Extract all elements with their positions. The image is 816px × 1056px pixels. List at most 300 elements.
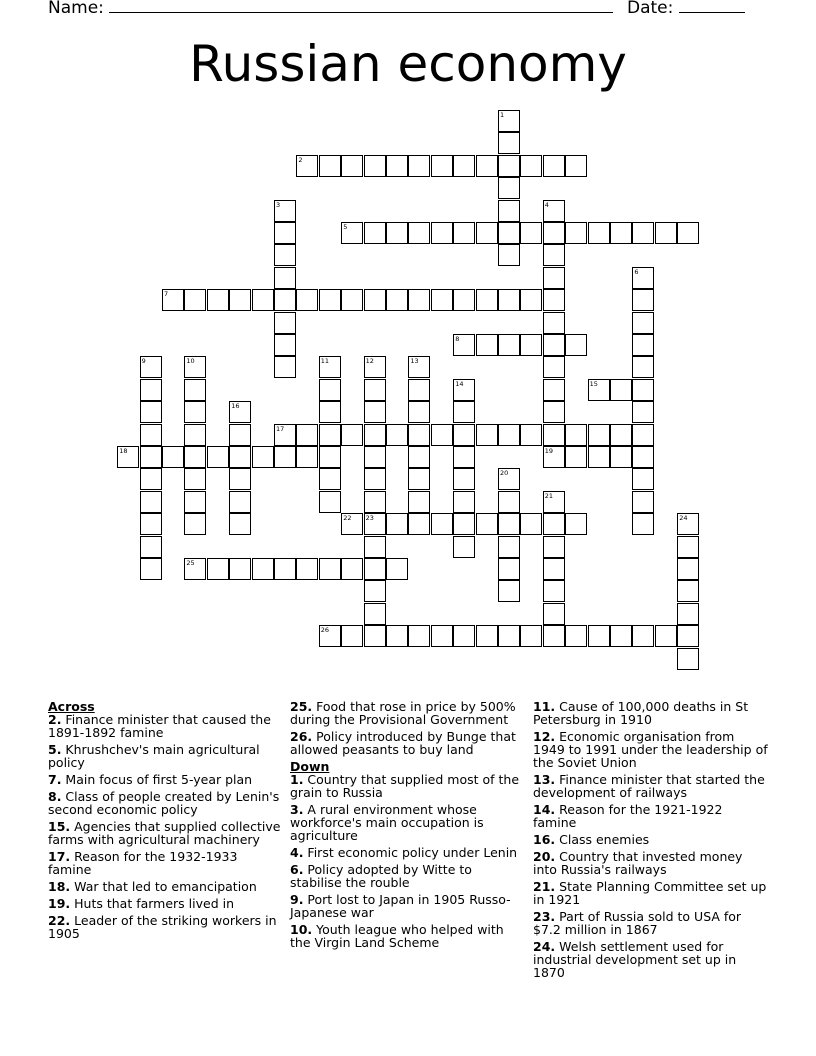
grid-cell[interactable] [498, 222, 520, 244]
grid-cell[interactable] [140, 536, 162, 558]
grid-cell[interactable] [453, 424, 475, 446]
grid-cell[interactable] [364, 603, 386, 625]
grid-cell[interactable] [543, 267, 565, 289]
grid-cell[interactable] [408, 379, 430, 401]
grid-cell[interactable] [319, 424, 341, 446]
grid-cell[interactable] [408, 513, 430, 535]
grid-cell[interactable] [632, 401, 654, 423]
grid-cell[interactable] [543, 401, 565, 423]
grid-cell[interactable] [677, 580, 699, 602]
grid-cell[interactable] [632, 446, 654, 468]
grid-cell[interactable] [476, 155, 498, 177]
clue-text: Class enemies [555, 832, 650, 847]
grid-cell[interactable] [252, 446, 274, 468]
grid-cell[interactable] [364, 491, 386, 513]
grid-cell[interactable] [162, 289, 184, 311]
clue-number: 3 [276, 200, 281, 209]
grid-cell[interactable] [296, 446, 318, 468]
grid-cell[interactable] [543, 491, 565, 513]
grid-cell[interactable] [632, 491, 654, 513]
grid-cell[interactable] [408, 155, 430, 177]
clue-item [48, 850, 284, 876]
grid-cell[interactable] [364, 356, 386, 378]
grid-cell[interactable] [632, 356, 654, 378]
grid-cell[interactable] [453, 334, 475, 356]
grid-cell[interactable] [140, 446, 162, 468]
grid-cell[interactable] [453, 222, 475, 244]
clue-number: 10 [186, 357, 195, 366]
clue-text: Khrushchev's main agricultural policy [48, 742, 260, 770]
grid-cell[interactable] [274, 244, 296, 266]
grid-cell[interactable] [229, 558, 251, 580]
grid-cell[interactable] [453, 155, 475, 177]
grid-cell[interactable] [453, 446, 475, 468]
grid-cell[interactable] [588, 379, 610, 401]
grid-cell[interactable] [207, 446, 229, 468]
grid-cell[interactable] [117, 446, 139, 468]
grid-cell[interactable] [184, 491, 206, 513]
grid-cell[interactable] [408, 289, 430, 311]
clue-number: 16 [231, 402, 240, 411]
grid-cell[interactable] [476, 625, 498, 647]
clue-text: Main focus of first 5-year plan [61, 772, 253, 787]
grid-cell[interactable] [364, 424, 386, 446]
grid-cell[interactable] [408, 356, 430, 378]
grid-cell[interactable] [498, 110, 520, 132]
grid-cell[interactable] [229, 401, 251, 423]
grid-cell[interactable] [207, 558, 229, 580]
grid-cell[interactable] [453, 491, 475, 513]
grid-cell[interactable] [565, 446, 587, 468]
clue-item [533, 773, 769, 799]
grid-cell[interactable] [498, 177, 520, 199]
grid-cell[interactable] [386, 558, 408, 580]
grid-cell[interactable] [184, 424, 206, 446]
clue-item [48, 713, 284, 739]
grid-cell[interactable] [632, 379, 654, 401]
grid-cell[interactable] [319, 625, 341, 647]
grid-cell[interactable] [632, 334, 654, 356]
clue-number: 20 [500, 469, 509, 478]
grid-cell[interactable] [498, 289, 520, 311]
grid-cell[interactable] [543, 379, 565, 401]
grid-cell[interactable] [677, 648, 699, 670]
clue-text: Class of people created by Lenin's second economic policy [48, 789, 280, 817]
grid-cell[interactable] [632, 424, 654, 446]
clue-num: 25. [290, 699, 313, 714]
grid-cell[interactable] [140, 513, 162, 535]
grid-cell[interactable] [543, 625, 565, 647]
grid-cell[interactable] [341, 558, 363, 580]
grid-cell[interactable] [184, 468, 206, 490]
grid-cell[interactable] [184, 401, 206, 423]
grid-cell[interactable] [520, 625, 542, 647]
grid-cell[interactable] [565, 625, 587, 647]
grid-cell[interactable] [364, 558, 386, 580]
clue-text: State Planning Committee set up in 1921 [533, 879, 767, 907]
grid-cell[interactable] [543, 603, 565, 625]
clue-column-3 [533, 700, 769, 983]
grid-cell[interactable] [386, 222, 408, 244]
grid-cell[interactable] [274, 424, 296, 446]
grid-cell[interactable] [476, 222, 498, 244]
grid-cell[interactable] [610, 379, 632, 401]
clue-num: 17. [48, 849, 71, 864]
clue-num: 18. [48, 879, 71, 894]
clue-number: 5 [343, 223, 348, 231]
grid-cell[interactable] [520, 334, 542, 356]
grid-cell[interactable] [386, 625, 408, 647]
grid-cell[interactable] [610, 424, 632, 446]
grid-cell[interactable] [543, 312, 565, 334]
clue-number: 24 [679, 514, 688, 523]
grid-cell[interactable] [677, 558, 699, 580]
grid-cell[interactable] [408, 625, 430, 647]
clue-item [290, 923, 526, 949]
clue-number: 18 [119, 447, 128, 455]
grid-cell[interactable] [274, 289, 296, 311]
grid-cell[interactable] [498, 132, 520, 154]
grid-cell[interactable] [565, 222, 587, 244]
clue-text: A rural environment whose workforce's main occupation is agriculture [290, 802, 484, 843]
grid-cell[interactable] [140, 424, 162, 446]
grid-cell[interactable] [543, 424, 565, 446]
grid-cell[interactable] [319, 491, 341, 513]
clue-num: 10. [290, 922, 313, 937]
grid-cell[interactable] [229, 424, 251, 446]
clue-number: 8 [455, 335, 460, 343]
grid-cell[interactable] [319, 155, 341, 177]
grid-cell[interactable] [386, 155, 408, 177]
grid-cell[interactable] [453, 468, 475, 490]
grid-cell[interactable] [319, 356, 341, 378]
clue-num: 19. [48, 896, 71, 911]
grid-cell[interactable] [364, 401, 386, 423]
clue-text: Leader of the striking workers in 1905 [48, 913, 277, 941]
clue-number: 13 [410, 357, 419, 366]
grid-cell[interactable] [431, 155, 453, 177]
clue-item [48, 773, 284, 786]
grid-cell[interactable] [632, 222, 654, 244]
grid-cell[interactable] [632, 468, 654, 490]
clue-text: Policy introduced by Bunge that allowed peasants to buy land [290, 729, 516, 757]
clue-number: 12 [365, 357, 374, 366]
grid-cell[interactable] [229, 513, 251, 535]
grid-cell[interactable] [408, 491, 430, 513]
grid-cell[interactable] [319, 379, 341, 401]
grid-cell[interactable] [229, 468, 251, 490]
clue-number: 26 [320, 626, 330, 635]
clue-num: 7. [48, 772, 62, 787]
clue-item [533, 880, 769, 906]
clue-num: 4. [290, 845, 304, 860]
grid-cell[interactable] [341, 424, 363, 446]
clue-text: Reason for the 1921-1922 famine [533, 802, 723, 830]
grid-cell[interactable] [274, 558, 296, 580]
clue-num: 21. [533, 879, 556, 894]
grid-cell[interactable] [364, 580, 386, 602]
grid-cell[interactable] [543, 155, 565, 177]
grid-cell[interactable] [588, 625, 610, 647]
clue-text: Finance minister that caused the 1891-1892 famine [48, 712, 271, 740]
grid-cell[interactable] [207, 289, 229, 311]
clue-num: 14. [533, 802, 556, 817]
grid-cell[interactable] [140, 491, 162, 513]
grid-cell[interactable] [408, 222, 430, 244]
grid-cell[interactable] [543, 580, 565, 602]
grid-cell[interactable] [655, 222, 677, 244]
grid-cell[interactable] [498, 468, 520, 490]
grid-cell[interactable] [453, 536, 475, 558]
grid-cell[interactable] [453, 513, 475, 535]
clue-item [290, 773, 526, 799]
grid-cell[interactable] [408, 401, 430, 423]
grid-cell[interactable] [431, 513, 453, 535]
grid-cell[interactable] [588, 222, 610, 244]
grid-cell[interactable] [520, 155, 542, 177]
grid-cell[interactable] [498, 558, 520, 580]
grid-cell[interactable] [274, 334, 296, 356]
grid-cell[interactable] [431, 222, 453, 244]
clue-item [533, 730, 769, 769]
grid-cell[interactable] [319, 401, 341, 423]
grid-cell[interactable] [140, 401, 162, 423]
grid-cell[interactable] [319, 558, 341, 580]
grid-cell[interactable] [498, 513, 520, 535]
grid-cell[interactable] [453, 625, 475, 647]
grid-cell[interactable] [140, 356, 162, 378]
grid-cell[interactable] [543, 513, 565, 535]
grid-cell[interactable] [632, 267, 654, 289]
grid-cell[interactable] [341, 222, 363, 244]
clue-number: 4 [544, 200, 549, 209]
grid-cell[interactable] [543, 200, 565, 222]
grid-cell[interactable] [364, 468, 386, 490]
clue-text: War that led to emancipation [70, 879, 257, 894]
clue-num: 20. [533, 849, 556, 864]
grid-cell[interactable] [140, 379, 162, 401]
grid-cell[interactable] [364, 222, 386, 244]
grid-cell[interactable] [319, 468, 341, 490]
grid-cell[interactable] [565, 513, 587, 535]
grid-cell[interactable] [274, 446, 296, 468]
grid-cell[interactable] [498, 424, 520, 446]
grid-cell[interactable] [364, 379, 386, 401]
clue-number: 6 [634, 267, 639, 276]
clue-text: Country that invested money into Russia's railways [533, 849, 743, 877]
grid-cell[interactable] [431, 625, 453, 647]
grid-cell[interactable] [677, 536, 699, 558]
clue-num: 9. [290, 892, 304, 907]
across-heading: Across [48, 699, 95, 714]
grid-cell[interactable] [476, 424, 498, 446]
clue-item [48, 790, 284, 816]
grid-cell[interactable] [588, 446, 610, 468]
clue-item [290, 893, 526, 919]
grid-cell[interactable] [498, 200, 520, 222]
grid-cell[interactable] [184, 513, 206, 535]
clue-column-1 [48, 700, 284, 944]
clue-number: 7 [164, 290, 169, 299]
clue-text: Part of Russia sold to USA for $7.2 million in 1867 [533, 909, 742, 937]
grid-cell[interactable] [252, 289, 274, 311]
clue-item [533, 700, 769, 726]
grid-cell[interactable] [274, 200, 296, 222]
clue-text: Port lost to Japan in 1905 Russo-Japanese war [290, 892, 511, 920]
grid-cell[interactable] [677, 603, 699, 625]
grid-cell[interactable] [386, 513, 408, 535]
grid-cell[interactable] [364, 536, 386, 558]
clue-item [48, 897, 284, 910]
grid-cell[interactable] [274, 267, 296, 289]
grid-cell[interactable] [543, 244, 565, 266]
grid-cell[interactable] [677, 222, 699, 244]
grid-cell[interactable] [296, 424, 318, 446]
clue-item [290, 700, 526, 726]
grid-cell[interactable] [498, 580, 520, 602]
grid-cell[interactable] [229, 289, 251, 311]
grid-cell[interactable] [341, 513, 363, 535]
clue-item [290, 730, 526, 756]
clue-column-2 [290, 700, 526, 953]
grid-cell[interactable] [296, 289, 318, 311]
grid-cell[interactable] [408, 446, 430, 468]
clue-text: Finance minister that started the development of railways [533, 772, 765, 800]
grid-cell[interactable] [364, 446, 386, 468]
clue-item [290, 846, 526, 859]
clue-item [290, 863, 526, 889]
clue-number: 9 [141, 357, 146, 366]
grid-cell[interactable] [543, 558, 565, 580]
grid-cell[interactable] [476, 513, 498, 535]
grid-cell[interactable] [610, 625, 632, 647]
grid-cell[interactable] [520, 513, 542, 535]
grid-cell[interactable] [162, 446, 184, 468]
grid-cell[interactable] [341, 289, 363, 311]
grid-cell[interactable] [364, 513, 386, 535]
grid-cell[interactable] [543, 446, 565, 468]
grid-cell[interactable] [498, 625, 520, 647]
clue-text: Agencies that supplied collective farms with agricultural machinery [48, 819, 281, 847]
grid-cell[interactable] [565, 334, 587, 356]
clue-num: 15. [48, 819, 71, 834]
grid-cell[interactable] [184, 558, 206, 580]
grid-cell[interactable] [341, 625, 363, 647]
clue-text: Country that supplied most of the grain to Russia [290, 772, 520, 800]
grid-cell[interactable] [386, 424, 408, 446]
clue-item [48, 880, 284, 893]
grid-cell[interactable] [386, 289, 408, 311]
clue-number: 14 [455, 379, 464, 388]
grid-cell[interactable] [453, 401, 475, 423]
grid-cell[interactable] [610, 446, 632, 468]
clue-number: 17 [276, 424, 285, 433]
clue-num: 22. [48, 913, 71, 928]
grid-cell[interactable] [632, 312, 654, 334]
grid-cell[interactable] [184, 356, 206, 378]
grid-cell[interactable] [431, 289, 453, 311]
down-heading: Down [290, 759, 330, 774]
clue-number: 19 [544, 447, 554, 455]
grid-cell[interactable] [229, 491, 251, 513]
grid-cell[interactable] [543, 356, 565, 378]
grid-cell[interactable] [520, 289, 542, 311]
grid-cell[interactable] [453, 379, 475, 401]
grid-cell[interactable] [498, 536, 520, 558]
grid-cell[interactable] [364, 625, 386, 647]
grid-cell[interactable] [632, 289, 654, 311]
grid-cell[interactable] [453, 289, 475, 311]
grid-cell[interactable] [520, 222, 542, 244]
clue-text: Cause of 100,000 deaths in St Petersburg in 1910 [533, 699, 749, 727]
grid-cell[interactable] [498, 334, 520, 356]
clue-text: Welsh settlement used for industrial development set up in 1870 [533, 939, 737, 980]
clue-num: 11. [533, 699, 556, 714]
grid-cell[interactable] [319, 446, 341, 468]
name-label: Name: [48, 0, 104, 18]
grid-cell[interactable] [520, 424, 542, 446]
grid-cell[interactable] [408, 424, 430, 446]
grid-cell[interactable] [296, 155, 318, 177]
grid-cell[interactable] [184, 446, 206, 468]
grid-cell[interactable] [319, 289, 341, 311]
grid-cell[interactable] [364, 289, 386, 311]
grid-cell[interactable] [431, 424, 453, 446]
grid-cell[interactable] [498, 244, 520, 266]
grid-cell[interactable] [184, 289, 206, 311]
grid-cell[interactable] [565, 155, 587, 177]
grid-cell[interactable] [543, 536, 565, 558]
grid-cell[interactable] [476, 289, 498, 311]
grid-cell[interactable] [543, 289, 565, 311]
grid-cell[interactable] [588, 424, 610, 446]
grid-cell[interactable] [565, 424, 587, 446]
clue-item [533, 940, 769, 979]
clue-item [290, 803, 526, 842]
grid-cell[interactable] [543, 334, 565, 356]
grid-cell[interactable] [274, 222, 296, 244]
grid-cell[interactable] [498, 155, 520, 177]
grid-cell[interactable] [677, 625, 699, 647]
grid-cell[interactable] [364, 155, 386, 177]
grid-cell[interactable] [140, 558, 162, 580]
date-label: Date: [627, 0, 674, 18]
clue-item [48, 743, 284, 769]
grid-cell[interactable] [341, 155, 363, 177]
grid-cell[interactable] [677, 513, 699, 535]
clue-number: 22 [343, 514, 352, 523]
grid-cell[interactable] [252, 558, 274, 580]
grid-cell[interactable] [476, 334, 498, 356]
clue-num: 13. [533, 772, 556, 787]
grid-cell[interactable] [274, 356, 296, 378]
grid-cell[interactable] [632, 513, 654, 535]
grid-cell[interactable] [229, 446, 251, 468]
grid-cell[interactable] [274, 312, 296, 334]
grid-cell[interactable] [184, 379, 206, 401]
grid-cell[interactable] [140, 468, 162, 490]
grid-cell[interactable] [632, 625, 654, 647]
grid-cell[interactable] [655, 625, 677, 647]
clue-num: 1. [290, 772, 304, 787]
grid-cell[interactable] [498, 491, 520, 513]
grid-cell[interactable] [408, 468, 430, 490]
grid-cell[interactable] [296, 558, 318, 580]
clue-number: 15 [589, 379, 598, 388]
clue-num: 5. [48, 742, 62, 757]
grid-cell[interactable] [543, 222, 565, 244]
grid-cell[interactable] [610, 222, 632, 244]
